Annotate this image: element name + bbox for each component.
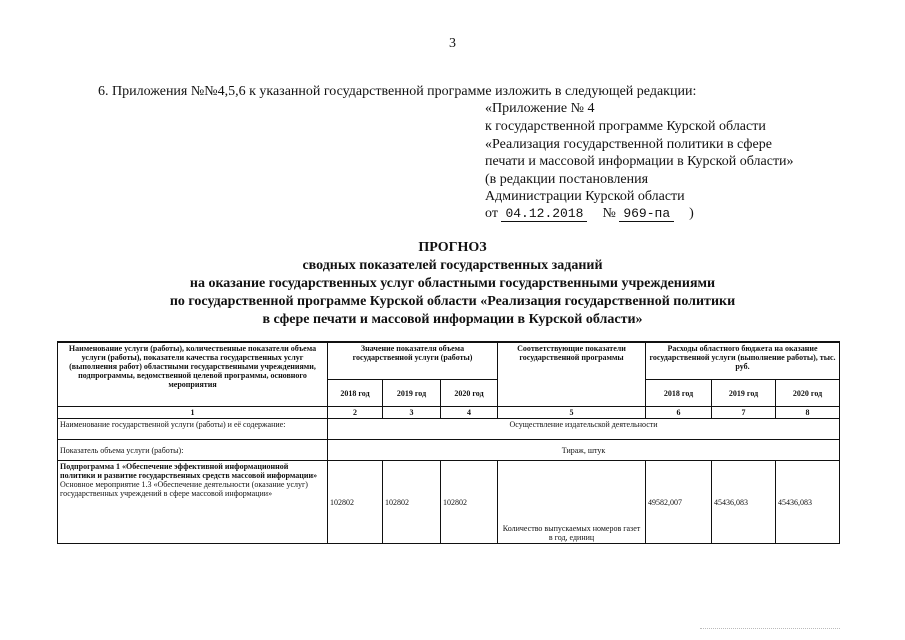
title-line-3: на оказание государственных услуг областными государственными учреждениями: [189, 276, 716, 291]
page-edge-mark: [700, 628, 840, 631]
header-service-name: Наименование услуги (работы), количественные показатели объема услуги (работы), показатели качества государственных услуг (выполнения работ) областными государственными учреждениями, подпрограммы, ведомственной целевой программы, основного мероприятия: [58, 342, 328, 407]
document-title: ПРОГНОЗ: [418, 240, 487, 255]
expense-2020: 45436,083: [776, 461, 840, 544]
volume-2018: 102802: [328, 461, 383, 544]
appendix-line-1: «Приложение № 4: [485, 101, 595, 116]
column-number: 4: [441, 407, 498, 419]
appendix-line-3: «Реализация государственной политики в сфере: [485, 137, 772, 152]
expense-2018: 49582,007: [646, 461, 712, 544]
title-line-2: сводных показателей государственных заданий: [302, 258, 603, 273]
header-volume-value: Значение показателя объема государственной услуги (работы): [328, 342, 498, 380]
closing-paren: ): [689, 206, 694, 221]
main-event-title: Основное мероприятие 1.3 «Обеспечение деятельности (оказание услуг) государственных учреждений в сфере массовой информации»: [60, 480, 308, 498]
volume-indicator-label: Показатель объема услуги (работы):: [58, 440, 328, 461]
column-number: 3: [383, 407, 441, 419]
header-year: 2019 год: [712, 380, 776, 407]
volume-2020: 102802: [441, 461, 498, 544]
title-line-5: в сфере печати и массовой информации в Курской области»: [262, 312, 643, 327]
column-number: 5: [498, 407, 646, 419]
resolution-date: 04.12.2018: [501, 206, 587, 222]
number-label: №: [602, 206, 616, 221]
appendix-line-4: печати и массовой информации в Курской области»: [485, 154, 794, 169]
header-year: 2018 год: [646, 380, 712, 407]
volume-2019: 102802: [383, 461, 441, 544]
column-number: 2: [328, 407, 383, 419]
from-label: от: [485, 206, 498, 221]
amendment-paragraph: 6. Приложения №№4,5,6 к указанной государственной программе изложить в следующей редакции:: [98, 84, 697, 99]
service-name-value: Осуществление издательской деятельности: [328, 419, 840, 440]
resolution-reference: [485, 206, 694, 222]
subprogram-cell: [58, 461, 328, 544]
column-number: 8: [776, 407, 840, 419]
header-year: 2020 год: [441, 380, 498, 407]
header-year: 2018 год: [328, 380, 383, 407]
appendix-line-2: к государственной программе Курской области: [485, 119, 766, 134]
column-number: 1: [58, 407, 328, 419]
column-number: 6: [646, 407, 712, 419]
header-year: 2019 год: [383, 380, 441, 407]
service-name-label: Наименование государственной услуги (работы) и её содержание:: [58, 419, 328, 440]
appendix-line-6: Администрации Курской области: [485, 189, 685, 204]
appendix-line-5: (в редакции постановления: [485, 172, 649, 187]
volume-indicator-value: Тираж, штук: [328, 440, 840, 461]
expense-2019: 45436,083: [712, 461, 776, 544]
title-line-4: по государственной программе Курской области «Реализация государственной политики: [169, 294, 736, 309]
resolution-number: 969-па: [619, 206, 674, 222]
header-year: 2020 год: [776, 380, 840, 407]
program-indicator: Количество выпускаемых номеров газет в год, единиц: [498, 461, 646, 544]
subprogram-title: Подпрограмма 1 «Обеспечение эффективной информационной политики и развитие государственных средств массовой информации»: [60, 462, 318, 480]
forecast-table: [57, 341, 840, 544]
column-number: 7: [712, 407, 776, 419]
page-number: 3: [449, 36, 456, 51]
header-budget-expenses: Расходы областного бюджета на оказание государственной услуги (выполнение работы), тыс. руб.: [646, 342, 840, 380]
header-program-indicators: Соответствующие показатели государственной программы: [498, 342, 646, 407]
